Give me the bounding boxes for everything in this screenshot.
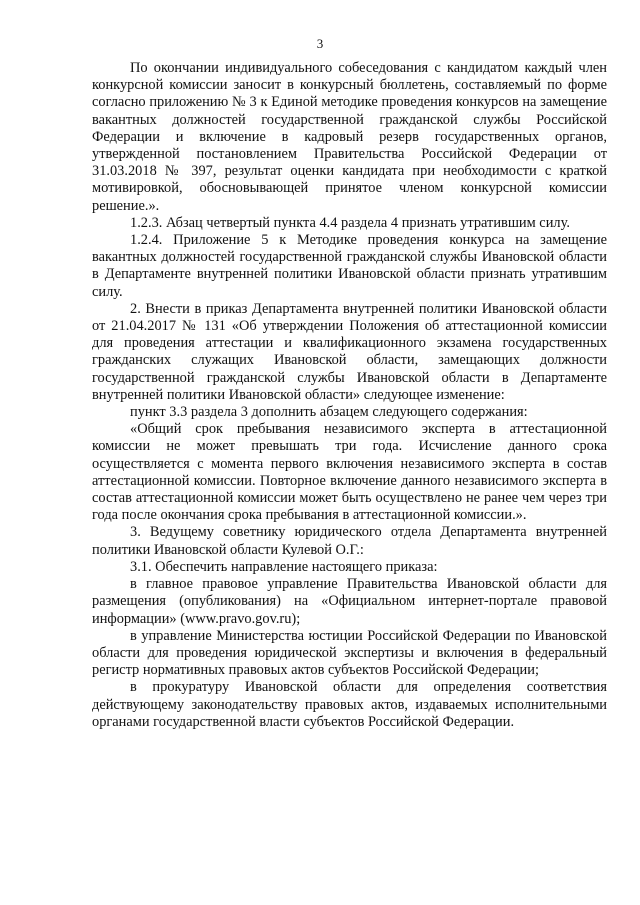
paragraph-ministry-of-justice: в управление Министерства юстиции Российской Федерации по Ивановской области для проведения юридической экспертизы и включения в федеральный регистр нормативных правовых актов субъектов Российской Федерации; xyxy=(92,627,607,679)
paragraph-legal-department: в главное правовое управление Правительства Ивановской области для размещения (опубликования) на «Официальном интернет-портале правовой информации» (www.pravo.gov.ru); xyxy=(92,576,607,627)
paragraph-3-legal-advisor: 3. Ведущему советнику юридического отдела Департамента внутренней политики Ивановской области Кулевой О.Г.: xyxy=(92,524,607,558)
paragraph-prosecutor-office: в прокуратуру Ивановской области для определения соответствия действующему законодательству правовых актов, издаваемых исполнительными органами государственной власти субъектов Российской Федерации. xyxy=(92,679,607,730)
paragraph-clause-3-3: пункт 3.3 раздела 3 дополнить абзацем следующего содержания: xyxy=(130,404,528,421)
page-number: 3 xyxy=(316,36,324,51)
paragraph-3-1-ensure-sending: 3.1. Обеспечить направление настоящего приказа: xyxy=(130,558,438,575)
paragraph-1-2-3: 1.2.3. Абзац четвертый пункта 4.4 раздела 4 признать утратившим силу. xyxy=(130,214,570,231)
paragraph-2-amend-order: 2. Внести в приказ Департамента внутренней политики Ивановской области от 21.04.2017 № 131 «Об утверждении Положения об аттестационной комиссии для проведения аттестации и квалификационного экзамена государственных гражданских служащих Ивановской области, замещающих должности государственной гражданской службы Ивановской области в Департаменте внутренней политики Ивановской области» следующее изменение: xyxy=(92,300,607,403)
paragraph-1-2-4: 1.2.4. Приложение 5 к Методике проведения конкурса на замещение вакантных должностей государственной гражданской службы Ивановской области в Департаменте внутренней политики Ивановской области признать утратившим силу. xyxy=(92,232,607,300)
document-body xyxy=(92,60,607,731)
paragraph-quoted-expert-term: «Общий срок пребывания независимого эксперта в аттестационной комиссии не может превышать три года. Исчисление данного срока осуществляется с момента первого включения независимого эксперта в состав аттестационной комиссии. Повторное включение данного независимого эксперта в состав аттестационной комиссии может быть осуществлено не ранее чем через три года после окончания срока пребывания в аттестационной комиссии.». xyxy=(92,421,607,524)
paragraph-commission-ballot: По окончании индивидуального собеседования с кандидатом каждый член конкурсной комиссии заносит в конкурсный бюллетень, составляемый по форме согласно приложению № 3 к Единой методике проведения конкурсов на замещение вакантных должностей государственной гражданской службы Российской Федерации и включение в кадровый резерв государственных органов, утвержденной постановлением Правительства Российской Федерации от 31.03.2018 № 397, результат оценки кандидата при необходимости с краткой мотивировкой, обосновывающей принятое членом конкурсной комиссии решение.». xyxy=(92,60,607,214)
